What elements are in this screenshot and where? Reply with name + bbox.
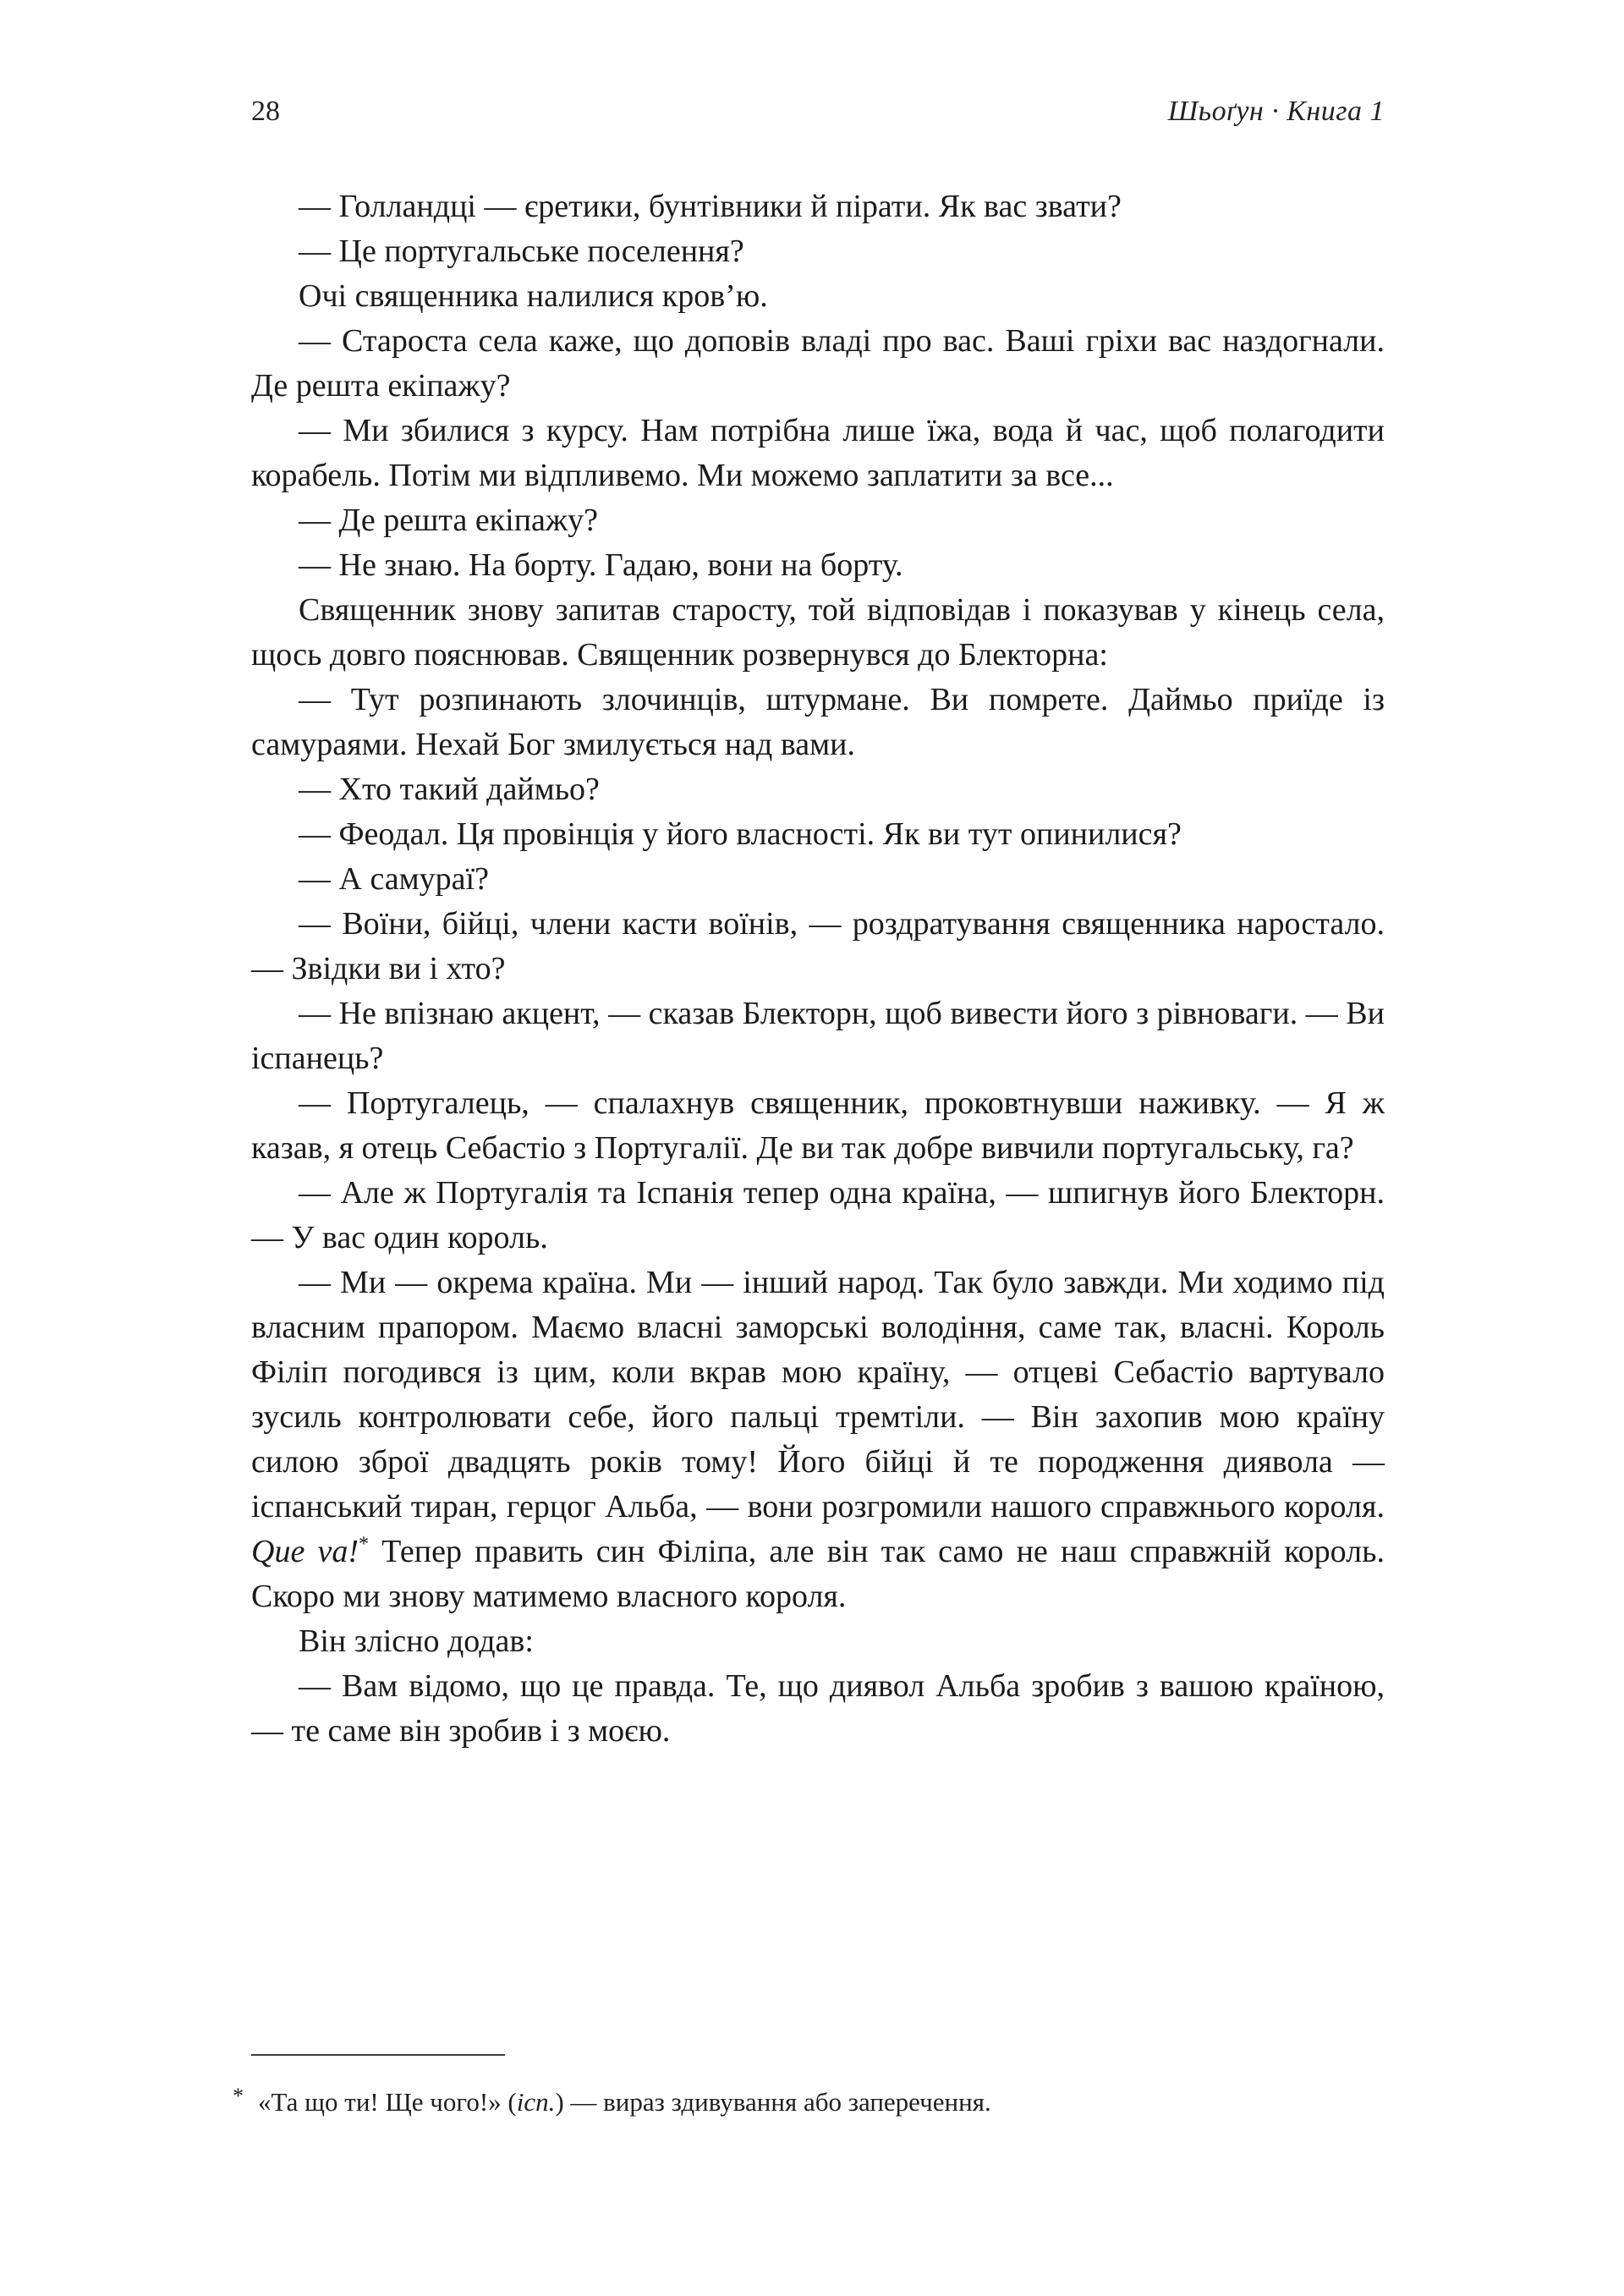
paragraph: — Воїни, бійці, члени касти воїнів, — роздратування священника наростало. — Звідки ви і хто? [251,906,1385,986]
paragraph: — Голландці — єретики, бунтівники й пірати. Як вас звати? [299,189,1122,224]
paragraph: — Не знаю. На борту. Гадаю, вони на борту. [299,547,903,583]
paragraph: — Староста села каже, що доповів владі про вас. Ваші гріхи вас наздогнали. Де решта екіпажу? [251,323,1385,404]
paragraph: Очі священника налилися кров’ю. [299,278,768,314]
text-block [251,184,1385,1754]
paragraph: — Це португальське поселення? [299,233,744,269]
paragraph: — Тут розпинають злочинців, штурмане. Ви помрете. Даймьо приїде із самураями. Нехай Бог змилується над вами. [251,682,1385,762]
paragraph: — Феодал. Ця провінція у його власності. Як ви тут опинилися? [299,816,1182,852]
paragraph: Він злісно додав: [299,1623,534,1659]
footnote-rule [251,2054,505,2056]
page-number: 28 [251,96,280,127]
footnote-text: «Та що ти! Ще чого!» (ісп.) — вираз здивування або заперечення. [258,2087,991,2117]
footnote [233,2084,1385,2120]
paragraph: — Але ж Португалія та Іспанія тепер одна країна, — шпигнув його Блекторн. — У вас один король. [251,1175,1385,1255]
paragraph: — Португалець, — спалахнув священник, проковтнувши наживку. — Я ж казав, я отець Себастіо з Португалії. Де ви так добре вивчили португальську, га? [251,1085,1385,1166]
running-head [251,95,1385,129]
paragraph: — Хто такий даймьо? [299,772,600,807]
paragraph: — Вам відомо, що це правда. Те, що диявол Альба зробив з вашою країною, — те саме він зробив і з моєю. [251,1668,1385,1749]
footnote-marker: * [233,2084,244,2108]
paragraph: — Не впізнаю акцент, — сказав Блекторн, щоб вивести його з рівноваги. — Ви іспанець? [251,996,1385,1076]
paragraph: — А самураї? [299,861,489,897]
paragraph: — Де решта екіпажу? [299,503,599,538]
paragraph: — Ми збилися з курсу. Нам потрібна лише їжа, вода й час, щоб полагодити корабель. Потім ми відпливемо. Ми можемо заплатити за все... [251,413,1385,493]
paragraph: — Ми — окрема країна. Ми — інший народ. Так було завжди. Ми ходимо під власним прапором. Маємо власні заморські володіння, саме так, власні. Король Філіп погодився із цим, коли вкрав мою країну, — отцеві Себастіо вартувало зусиль контролювати себе, його пальці тремтіли. — Він захопив мою країну силою зброї двадцять років тому! Його бійці й те породження диявола — іспанський тиран, герцог Альба, — вони розгромили нашого справжнього короля. Que va!* Тепер править син Філіпа, але він так само не наш справжній король. Скоро ми знову матимемо власного короля. [251,1265,1385,1614]
paragraph: Священник знову запитав старосту, той відповідав і показував у кінець села, щось довго пояснював. Священник розвернувся до Блекторна: [251,592,1385,673]
running-title: Шьоґун · Книга 1 [1167,96,1385,127]
footnote-area [233,2054,1385,2120]
